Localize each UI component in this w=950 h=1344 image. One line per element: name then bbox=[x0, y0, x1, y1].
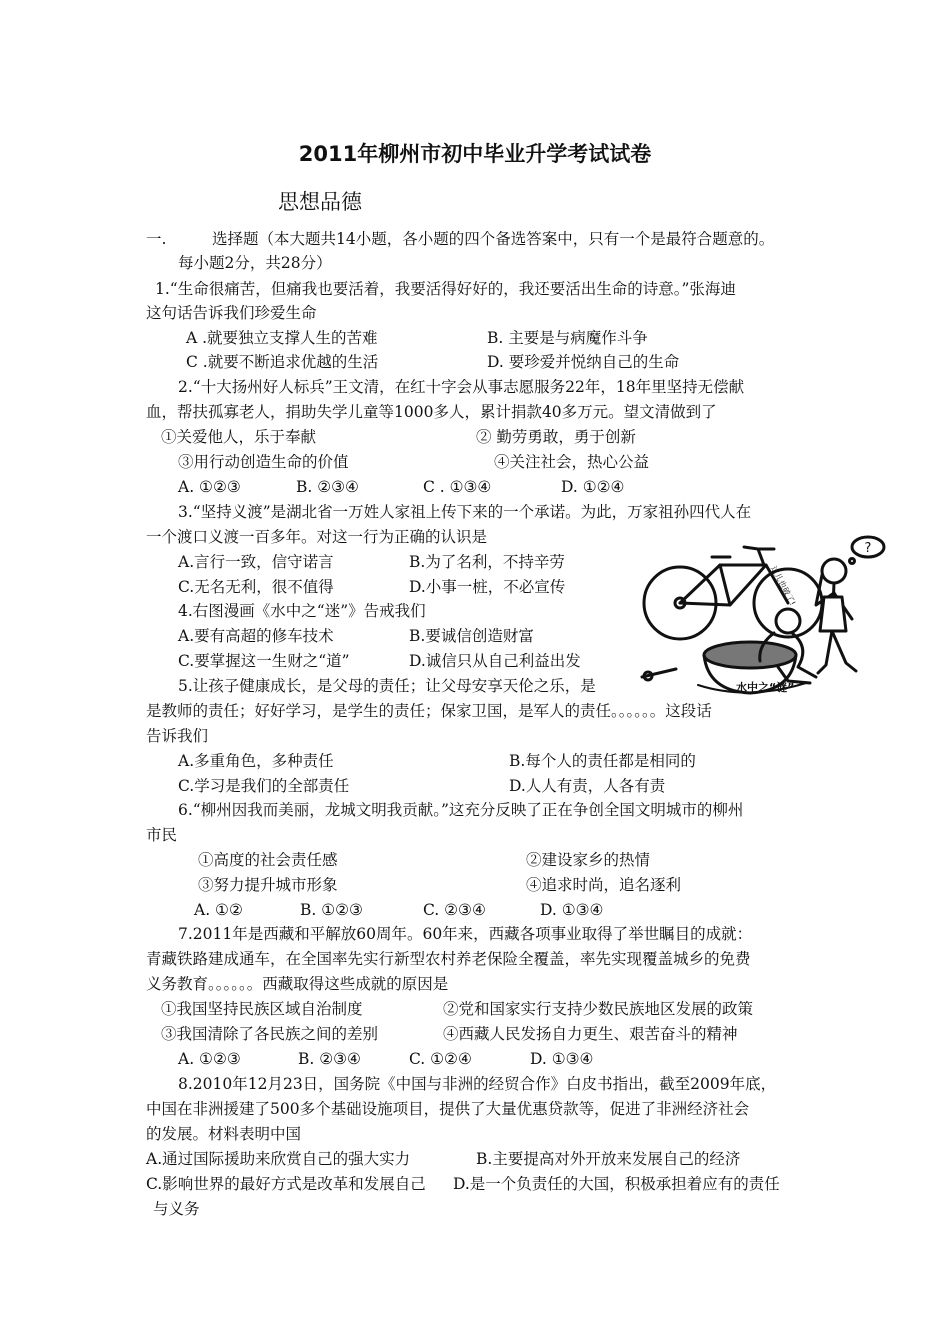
cartoon-illustration bbox=[638, 535, 896, 705]
q6-option-b: B. ①②③ bbox=[300, 901, 363, 919]
q3-stem: 3.“坚持义渡”是湖北省一万姓人家祖上传下来的一个承诺。为此，万家祖孙四代人在 bbox=[178, 503, 752, 521]
q5-option-a: A.多重角色，多种责任 bbox=[178, 752, 334, 770]
q7-option-c: C. ①②④ bbox=[409, 1050, 472, 1068]
q3-option-b: B.为了名利，不持辛劳 bbox=[409, 553, 565, 571]
q7-stem-cont: 青藏铁路建成通车，在全国率先实行新型农村养老保险全覆盖，率先实现覆盖城乡的免费 bbox=[146, 950, 751, 968]
q6-stem-cont: 市民 bbox=[146, 826, 178, 844]
q8-option-b: B.主要提高对外开放来发展自己的经济 bbox=[476, 1150, 741, 1168]
q8-option-d-cont: 与义务 bbox=[153, 1200, 200, 1218]
q4-option-b: B.要诚信创造财富 bbox=[409, 627, 534, 645]
q6-item-2: ②建设家乡的热情 bbox=[526, 851, 651, 869]
q3-option-a: A.言行一致，信守诺言 bbox=[178, 553, 334, 571]
q7-item-2: ②党和国家实行支持少数民族地区发展的政策 bbox=[443, 1000, 754, 1018]
q2-option-a: A. ①②③ bbox=[178, 478, 241, 496]
q1-option-b: B. 主要是与病魔作斗争 bbox=[487, 329, 648, 347]
q1-stem: 1.“生命很痛苦，但痛我也要活着，我要活得好好的，我还要活出生命的诗意。”张海迪 bbox=[155, 280, 736, 298]
q7-item-1: ①我国坚持民族区域自治制度 bbox=[161, 1000, 363, 1018]
thought-bubble-mark: ? bbox=[864, 541, 872, 556]
q6-option-d: D. ①③④ bbox=[540, 901, 604, 919]
q4-option-d: D.诚信只从自己利益出发 bbox=[409, 652, 581, 670]
q7-item-3: ③我国清除了各民族之间的差别 bbox=[161, 1025, 379, 1043]
q2-item-4: ④关注社会，热心公益 bbox=[494, 453, 650, 471]
q8-stem-cont: 中国在非洲援建了500多个基础设施项目，提供了大量优惠贷款等，促进了非洲经济社会 bbox=[146, 1100, 750, 1118]
exam-title: 2011年柳州市初中毕业升学考试试卷 bbox=[298, 142, 652, 166]
q1-option-c: C .就要不断追求优越的生活 bbox=[186, 353, 379, 371]
q2-item-2: ② 勤劳勇敢，勇于创新 bbox=[476, 428, 636, 446]
q1-option-a: A .就要独立支撑人生的苦难 bbox=[186, 329, 378, 347]
q6-item-4: ④追求时尚，追名逐利 bbox=[526, 876, 682, 894]
q2-item-3: ③用行动创造生命的价值 bbox=[178, 453, 349, 471]
q2-option-c: C . ①③④ bbox=[423, 478, 492, 496]
section-heading: 选择题（本大题共14小题，各小题的四个备选答案中，只有一个是最符合题意的。 bbox=[212, 230, 775, 248]
cartoon-sign: 这儿也破了! bbox=[768, 564, 798, 607]
q2-stem-cont: 血，帮扶孤寡老人，捐助失学儿童等1000多人，累计捐款40多万元。望文清做到了 bbox=[146, 403, 717, 421]
q6-item-3: ③努力提升城市形象 bbox=[198, 876, 338, 894]
q6-option-c: C. ②③④ bbox=[423, 901, 486, 919]
q8-option-d: D.是一个负责任的大国，积极承担着应有的责任 bbox=[453, 1175, 780, 1193]
q3-option-d: D.小事一桩，不必宣传 bbox=[409, 578, 566, 596]
q4-option-c: C.要掌握这一生财之“道” bbox=[178, 652, 350, 670]
section-number: 一. bbox=[146, 230, 167, 248]
q7-option-b: B. ②③④ bbox=[298, 1050, 361, 1068]
q2-option-b: B. ②③④ bbox=[296, 478, 359, 496]
q7-option-d: D. ①③④ bbox=[530, 1050, 594, 1068]
q5-stem: 5.让孩子健康成长，是父母的责任；让父母安享天伦之乐，是 bbox=[178, 677, 596, 695]
cartoon-caption: 水中之“谜” bbox=[736, 681, 795, 694]
q3-option-c: C.无名无利，很不值得 bbox=[178, 578, 334, 596]
q6-option-a: A. ①② bbox=[194, 901, 243, 919]
q8-option-a: A.通过国际援助来欣赏自己的强大实力 bbox=[146, 1150, 411, 1168]
q7-item-4: ④西藏人民发扬自力更生、艰苦奋斗的精神 bbox=[443, 1025, 738, 1043]
q1-option-d: D. 要珍爱并悦纳自己的生命 bbox=[487, 353, 680, 371]
subject-title: 思想品德 bbox=[278, 190, 362, 214]
q4-option-a: A.要有高超的修车技术 bbox=[178, 627, 334, 645]
q3-stem-cont: 一个渡口义渡一百多年。对这一行为正确的认识是 bbox=[146, 528, 488, 546]
q5-stem-cont: 是教师的责任；好好学习，是学生的责任；保家卫国，是军人的责任。。。。。。这段话 bbox=[146, 702, 712, 720]
q5-option-d: D.人人有责，人各有责 bbox=[509, 777, 666, 795]
q7-stem-end: 义务教育。。。。。。西藏取得这些成就的原因是 bbox=[146, 975, 449, 993]
q4-stem: 4.右图漫画《水中之“迷”》告戒我们 bbox=[178, 602, 426, 620]
q5-option-c: C.学习是我们的全部责任 bbox=[178, 777, 350, 795]
q8-option-c: C.影响世界的最好方式是改革和发展自己 bbox=[146, 1175, 426, 1193]
q5-stem-end: 告诉我们 bbox=[146, 727, 209, 745]
q6-stem: 6.“柳州因我而美丽，龙城文明我贡献。”这充分反映了正在争创全国文明城市的柳州 bbox=[178, 801, 744, 819]
q5-option-b: B.每个人的责任都是相同的 bbox=[509, 752, 696, 770]
section-heading-cont: 每小题2分，共28分） bbox=[178, 254, 332, 272]
q2-option-d: D. ①②④ bbox=[561, 478, 625, 496]
q8-stem-end: 的发展。材料表明中国 bbox=[146, 1125, 302, 1143]
water-basin bbox=[704, 642, 796, 668]
q1-stem-cont: 这句话告诉我们珍爱生命 bbox=[146, 304, 317, 322]
q7-stem: 7.2011年是西藏和平解放60周年。60年来，西藏各项事业取得了举世瞩目的成就： bbox=[178, 925, 753, 943]
q6-item-1: ①高度的社会责任感 bbox=[198, 851, 338, 869]
q2-stem: 2.“十大扬州好人标兵”王文清，在红十字会从事志愿服务22年，18年里坚持无偿献 bbox=[178, 378, 745, 396]
q2-item-1: ①关爱他人，乐于奉献 bbox=[161, 428, 317, 446]
q8-stem: 8.2010年12月23日，国务院《中国与非洲的经贸合作》白皮书指出，截至2009年底， bbox=[178, 1075, 777, 1093]
q7-option-a: A. ①②③ bbox=[178, 1050, 241, 1068]
